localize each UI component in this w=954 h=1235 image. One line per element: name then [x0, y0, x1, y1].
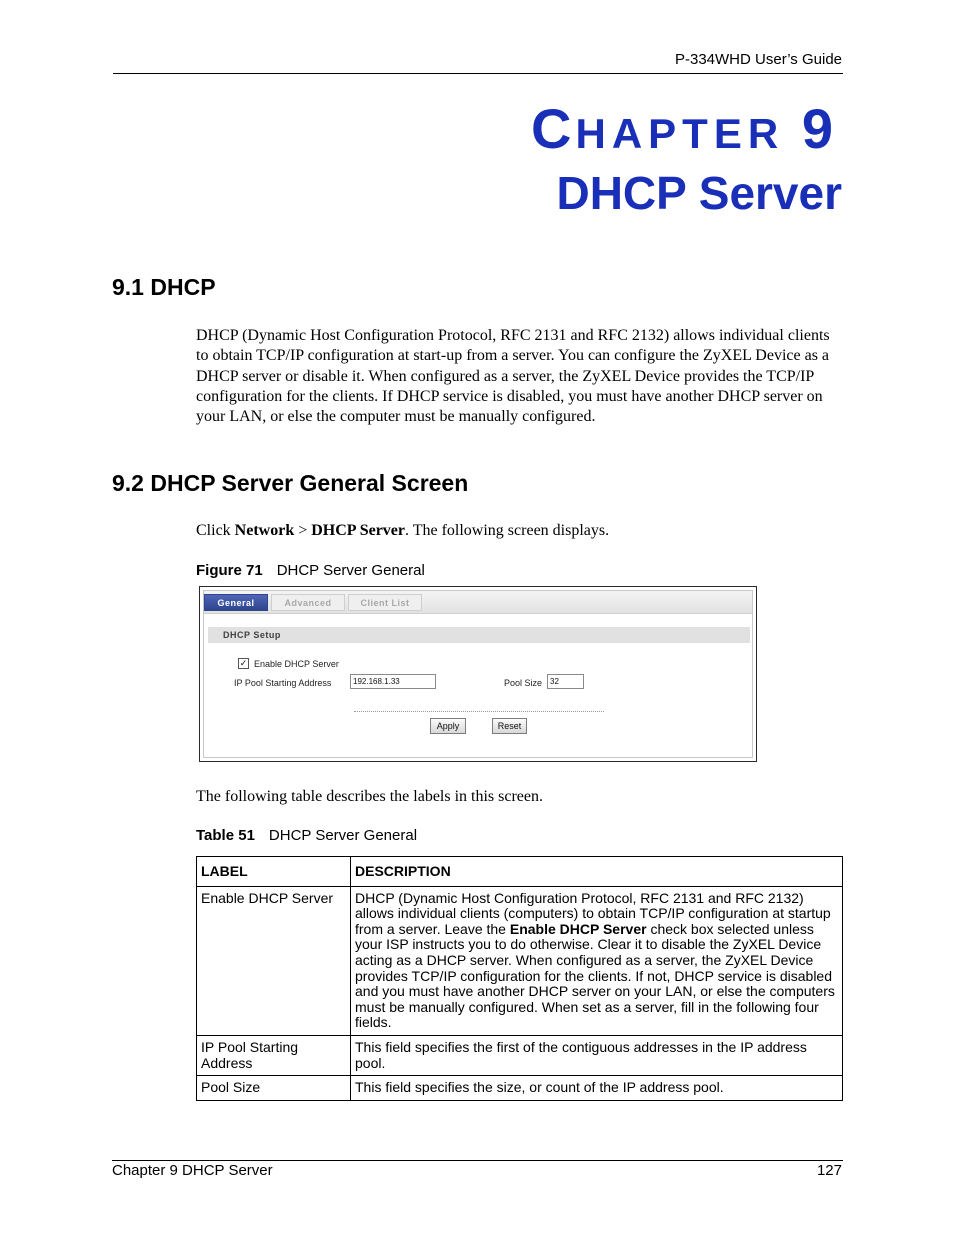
row-description-part: check box selected unless your ISP instructs you to do otherwise. Clear it to disable the ZyXEL Device acting as a DHCP server. When configured as a server, the ZyXEL Device provides TCP/IP configuration for the clients. If not, DHCP service is disabled and you must have another DHCP server on your LAN, or else the computers must be manually configured. When set as a server, fill in the following four fields.: [355, 920, 835, 1031]
header-rule: [113, 73, 843, 74]
screenshot-figure: [199, 586, 757, 762]
table-caption-text: DHCP Server General: [268, 827, 418, 844]
intro-rest: . The following screen displays.: [405, 522, 610, 539]
figure-caption-text: DHCP Server General: [276, 562, 425, 579]
section-9-1-body: DHCP (Dynamic Host Configuration Protocol, RFC 2131 and RFC 2132) allows individual clients to obtain TCP/IP configuration at start-up from a server. You can configure the ZyXEL Device as a DHCP server or disable it. When configured as a server, the ZyXEL Device provides the TCP/IP configuration for the clients. If DHCP service is disabled, you must have another DHCP server on your LAN, or else the computer must be manually configured.: [196, 327, 830, 426]
column-header-label: LABEL: [197, 857, 351, 887]
pool-size-input[interactable]: 32: [547, 674, 584, 689]
enable-dhcp-checkbox[interactable]: ✓: [239, 658, 248, 668]
panel-title: DHCP Setup: [208, 627, 750, 643]
intro-dhcp-server: DHCP Server: [311, 522, 405, 539]
row-description: [351, 886, 843, 1035]
tab-advanced[interactable]: Advanced: [271, 594, 345, 611]
table-header-row: [197, 857, 843, 887]
section-heading-9-2: 9.2 DHCP Server General Screen: [112, 470, 469, 496]
row-label: IP Pool Starting Address: [197, 1035, 351, 1075]
intro-text: Click: [196, 522, 235, 539]
figure-label: Figure 71: [196, 562, 263, 579]
table-row: [197, 1035, 843, 1075]
footer-rule: [112, 1160, 843, 1161]
intro-network: Network: [234, 522, 295, 539]
tab-client-list[interactable]: Client List: [348, 594, 422, 611]
chapter-label-initial: C: [531, 97, 576, 160]
row-description-bold: Enable DHCP Server: [509, 920, 647, 937]
description-table: [196, 856, 843, 1101]
tab-bar: [204, 591, 752, 614]
ip-pool-input[interactable]: 192.168.1.33: [350, 674, 436, 689]
apply-button[interactable]: Apply: [430, 718, 466, 734]
row-description: This field specifies the size, or count of the IP address pool.: [351, 1076, 843, 1101]
row-label: Enable DHCP Server: [197, 886, 351, 1035]
figure-caption: [196, 562, 425, 579]
enable-dhcp-label: Enable DHCP Server: [254, 659, 339, 669]
row-label: Pool Size: [197, 1076, 351, 1101]
reset-button[interactable]: Reset: [492, 718, 527, 734]
running-header: P-334WHD User’s Guide: [675, 51, 842, 68]
table-caption: [196, 827, 417, 844]
section-9-2-intro: [196, 521, 841, 541]
footer-page-number: 127: [816, 1162, 842, 1179]
pool-size-label: Pool Size: [504, 678, 543, 688]
chapter-title: DHCP Server: [556, 167, 842, 219]
button-divider: [354, 711, 604, 712]
footer-chapter-ref: Chapter 9 DHCP Server: [112, 1162, 273, 1179]
ip-pool-label: IP Pool Starting Address: [234, 678, 332, 688]
chapter-label: [531, 96, 837, 161]
table-intro-text: The following table describes the labels in this screen.: [196, 788, 544, 805]
screenshot-window: [203, 590, 753, 758]
table-row: [197, 1076, 843, 1101]
tab-general[interactable]: General: [204, 594, 268, 611]
row-description: This field specifies the first of the contiguous addresses in the IP address pool.: [351, 1035, 843, 1075]
column-header-description: DESCRIPTION: [351, 857, 843, 887]
section-heading-9-1: 9.1 DHCP: [112, 274, 216, 300]
chapter-number: 9: [801, 97, 837, 160]
row-description-part: DHCP (Dynamic Host Configuration Protocol, RFC 2131 and RFC 2132) allows individual clients (computers) to obtain TCP/IP configuration at startup from a server. Leave the: [355, 889, 831, 937]
chapter-label-rest: HAPTER: [575, 110, 785, 157]
intro-separator: >: [294, 522, 312, 539]
table-row: [197, 886, 843, 1035]
table-label: Table 51: [196, 827, 255, 844]
